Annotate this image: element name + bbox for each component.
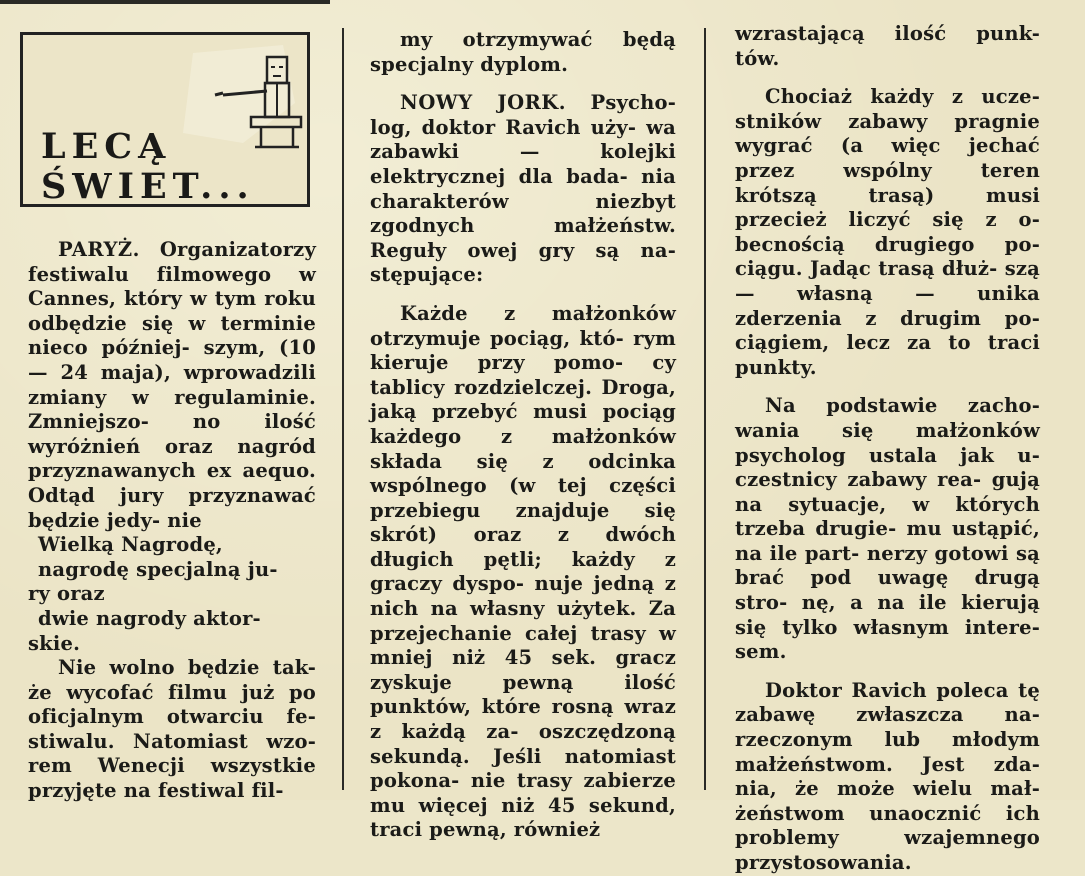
- column-rule: [704, 28, 706, 790]
- title-line-1: LECĄ: [41, 126, 172, 167]
- column-1: [28, 238, 316, 803]
- dateline: PARYŻ.: [58, 238, 140, 261]
- paragraph: wzrastającą ilość punk- tów.: [735, 22, 1040, 70]
- title-line-2: ŚWIET...: [41, 166, 255, 207]
- column-2: [370, 28, 676, 842]
- top-rule: [0, 0, 330, 4]
- list-item: nagrodę specjalną ju-: [38, 557, 278, 581]
- paragraph: Doktor Ravich poleca tę zabawę zwłaszcza na- rzeczonym lub młodym małżeństwom. Jest zda- nia, że może wielu mał- żeństwom unaocznić ich problemy wzajemnego przystosowania.: [735, 678, 1040, 874]
- list-item: dwie nagrody aktor-: [38, 606, 261, 630]
- column-3: [735, 22, 1040, 874]
- dateline: NOWY JORK.: [400, 91, 567, 115]
- column-rule: [342, 28, 344, 790]
- paragraph-text: Organizatorzy festiwalu filmowego w Cannes, który w tym roku odbędzie się w terminie nieco później- szym, (10 — 24 maja), wprowadzili zmiany w regulaminie. Zmniejszo- no ilość wyróżnień oraz nagród przyznawanych ex aequo. Odtąd jury przyznawać będzie jedy- nie: [28, 238, 316, 532]
- paragraph: Na podstawie zacho- wania się małżonków psycholog ustala jak u- czestnicy zabawy rea- gują na sytuacje, w których trzeba drugie- mu ustąpić, na ile part- nerzy gotowi są brać pod uwagę drugą stro- nę, a na ile kierują się tylko własnym intere- sem.: [735, 394, 1040, 664]
- paragraph: my otrzymywać będą specjalny dyplom.: [370, 28, 676, 76]
- list-item: Wielką Nagrodę,: [38, 533, 223, 557]
- column-title: [41, 127, 255, 207]
- paragraph: Każde z małżonków otrzymuje pociąg, któ- rym kieruje przy pomo- cy tablicy rozdzielczej. Droga, jaką przebyć musi pociąg każdego z małżonków składa się z odcinka wspólnego (w tej części przebiegu znajduje się skrót) oraz z dwóch długich pętli; każdy z graczy dyspo- nuje jedną z nich na własny użytek. Za przejechanie całej trasy w mniej niż 45 sek. gracz zyskuje pewną ilość punktów, które rosną wraz z każdą za- oszczędzoną sekundą. Jeśli natomiast pokona- nie trasy zabierze mu więcej niż 45 sekund, traci pewną, również: [370, 301, 676, 842]
- paragraph-text: Psycho- log, doktor Ravich uży- wa zabawki — kolejki elektrycznej dla bada- nia charakterów niezbyt zgodnych małżeństw. Reguły owej gry są na- stępujące:: [370, 91, 676, 287]
- paragraph: Nie wolno będzie tak- że wycofać filmu już po oficjalnym otwarciu fe- stiwalu. Natomiast wzo- rem Wenecji wszystkie przyjęte na festiwal fil-: [28, 656, 316, 803]
- list-item-continuation: skie.: [28, 631, 81, 655]
- paragraph: [28, 238, 316, 533]
- column-header-box: [20, 32, 310, 207]
- paragraph: Chociaż każdy z ucze- stników zabawy pragnie wygrać (a więc jechać przez wspólny teren krótszą trasą) musi przecież liczyć się z o- becnością drugiego po- ciągu. Jadąc trasą dłuż- szą — własną — unika zderzenia z drugim po- ciągiem, lecz za to traci punkty.: [735, 85, 1040, 379]
- list-item-continuation: ry oraz: [28, 582, 105, 606]
- paragraph: [370, 91, 676, 288]
